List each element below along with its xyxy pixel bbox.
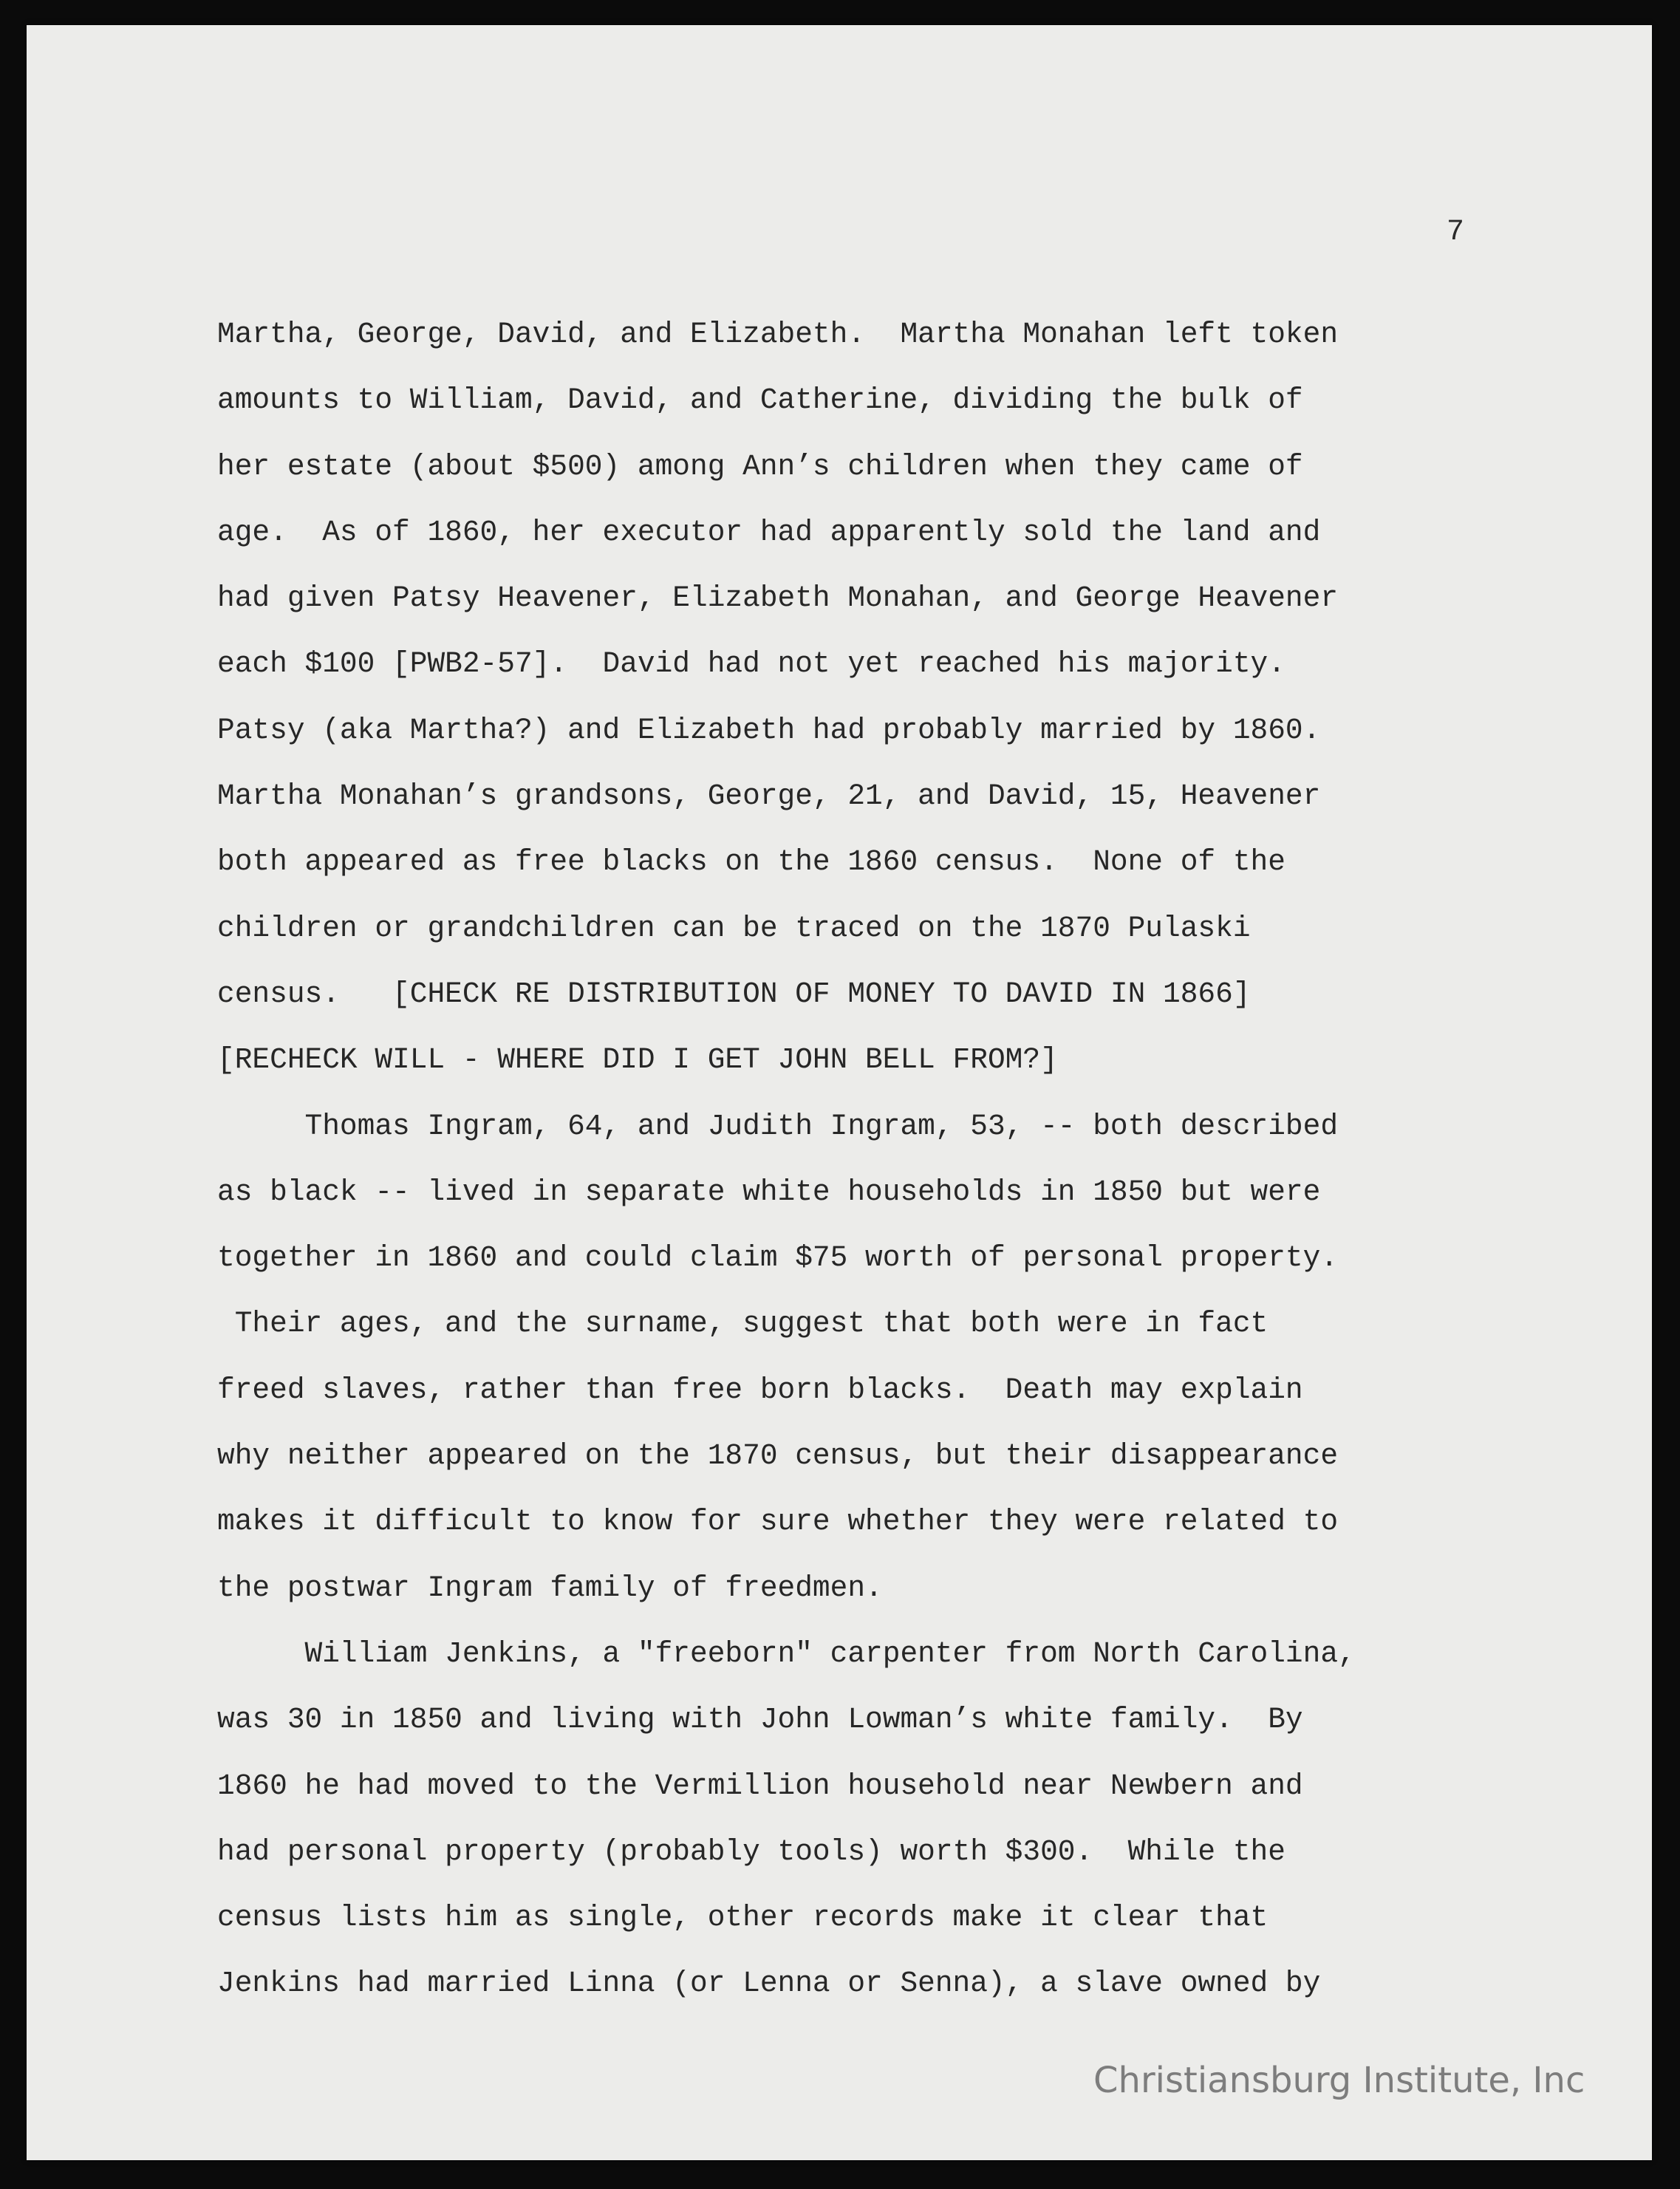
text-line: makes it difficult to know for sure whether they were related to bbox=[217, 1505, 1339, 1539]
text-line: Martha, George, David, and Elizabeth. Martha Monahan left token bbox=[217, 318, 1339, 351]
text-line: Martha Monahan’s grandsons, George, 21, and David, 15, Heavener bbox=[217, 779, 1321, 813]
text-line: children or grandchildren can be traced on the 1870 Pulaski bbox=[217, 911, 1251, 945]
text-line: Patsy (aka Martha?) and Elizabeth had probably married by 1860. bbox=[217, 713, 1321, 747]
text-line: as black -- lived in separate white households in 1850 but were bbox=[217, 1175, 1321, 1209]
text-line: each $100 [PWB2-57]. David had not yet reached his majority. bbox=[217, 647, 1285, 681]
text-line: had personal property (probably tools) worth $300. While the bbox=[217, 1834, 1285, 1868]
text-line: together in 1860 and could claim $75 worth of personal property. bbox=[217, 1241, 1339, 1275]
text-line: Their ages, and the surname, suggest that both were in fact bbox=[217, 1307, 1268, 1341]
text-line: amounts to William, David, and Catherine, dividing the bulk of bbox=[217, 383, 1303, 417]
text-line: Thomas Ingram, 64, and Judith Ingram, 53, -- both described bbox=[217, 1109, 1339, 1143]
body-text bbox=[217, 301, 1517, 2017]
text-line: age. As of 1860, her executor had apparently sold the land and bbox=[217, 515, 1321, 549]
text-line: census lists him as single, other records make it clear that bbox=[217, 1901, 1268, 1935]
text-line: had given Patsy Heavener, Elizabeth Monahan, and George Heavener bbox=[217, 581, 1339, 615]
text-line: both appeared as free blacks on the 1860 census. None of the bbox=[217, 845, 1285, 879]
page-number: 7 bbox=[1447, 216, 1465, 249]
text-line: freed slaves, rather than free born blacks. Death may explain bbox=[217, 1373, 1303, 1407]
text-line: why neither appeared on the 1870 census, but their disappearance bbox=[217, 1439, 1339, 1473]
text-line: her estate (about $500) among Ann’s children when they came of bbox=[217, 449, 1303, 483]
watermark: Christiansburg Institute, Inc bbox=[1093, 2060, 1585, 2101]
text-line: the postwar Ingram family of freedmen. bbox=[217, 1571, 883, 1605]
text-line: was 30 in 1850 and living with John Lowman’s white family. By bbox=[217, 1703, 1303, 1737]
document-page bbox=[27, 25, 1652, 2160]
text-line: census. [CHECK RE DISTRIBUTION OF MONEY TO DAVID IN 1866] bbox=[217, 977, 1251, 1011]
text-line: 1860 he had moved to the Vermillion household near Newbern and bbox=[217, 1769, 1303, 1803]
text-line: [RECHECK WILL - WHERE DID I GET JOHN BELL FROM?] bbox=[217, 1043, 1058, 1077]
text-line: William Jenkins, a "freeborn" carpenter from North Carolina, bbox=[217, 1636, 1356, 1670]
text-line: Jenkins had married Linna (or Lenna or Senna), a slave owned by bbox=[217, 1967, 1321, 2001]
